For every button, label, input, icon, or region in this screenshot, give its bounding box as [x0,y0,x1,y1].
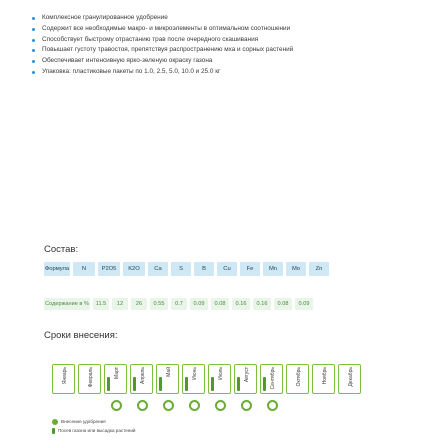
application-dot [137,400,148,411]
composition-value-cell: 0.7 [171,298,187,310]
composition-header-cell: Mn [263,262,283,276]
application-dot [189,400,200,411]
application-dot [111,400,122,411]
month-may: Май [156,364,179,394]
composition-value-cell: 0.09 [190,298,208,310]
legend-item: Внесение удобрения [52,418,135,425]
composition-heading: Состав: [44,244,79,255]
composition-value-row [44,298,313,310]
composition-header-cell: Zn [309,262,329,276]
legend-item: Посев газона или высадка растений [52,427,135,434]
composition-header-cell: Mo [286,262,306,276]
month-february: Февраль [78,364,101,394]
month-march: Март [104,364,127,394]
month-november: Ноябрь [312,364,335,394]
application-dot-icon [52,419,58,425]
month-september: Сентябрь [260,364,283,394]
composition-value-cell: 0.09 [295,298,313,310]
composition-header-cell: Ca [148,262,168,276]
composition-header-cell: S [171,262,191,276]
application-dot [267,400,278,411]
month-december: Декабрь [338,364,361,394]
sowing-marker [237,377,240,391]
composition-value-cell: 0.08 [211,298,229,310]
sowing-marker [211,377,214,391]
application-heading: Сроки внесения: [44,330,118,341]
feature-item: Обеспечивает интенсивную ярко-зеленую окраску газона [30,57,420,66]
sowing-marker [107,377,110,391]
sowing-leaf-icon [52,428,55,434]
feature-list [30,14,420,79]
sowing-marker [133,377,136,391]
composition-value-cell: 0.16 [253,298,271,310]
month-july: Июль [208,364,231,394]
composition-header-cell: P2O5 [98,262,120,276]
composition-value-cell: 11.5 [93,298,109,310]
composition-header-cell: K2O [123,262,145,276]
composition-header-cell: Fe [240,262,260,276]
composition-value-cell: 26 [131,298,147,310]
application-dot [163,400,174,411]
composition-header-cell: B [194,262,214,276]
month-april: Апрель [130,364,153,394]
composition-value-cell: 0.55 [150,298,168,310]
feature-item: Упаковка: пластиковые пакеты по 1.0, 2.5, 5.0, 10.0 и 25.0 кг [30,68,420,77]
composition-header-cell: Формула [44,262,70,276]
feature-item: Повышает густоту травостоя, препятствуя распространению мха и сорных растений [30,46,420,55]
sowing-marker [185,377,188,391]
sowing-marker [159,377,162,391]
application-dot [241,400,252,411]
application-dot [215,400,226,411]
month-october: Октябрь [286,364,309,394]
legend [52,418,135,436]
composition-value-cell: 12 [112,298,128,310]
month-june: Июнь [182,364,205,394]
sowing-marker [263,377,266,391]
feature-item: Содержит все необходимые макро- и микроэлементы в оптимальном соотношении [30,25,420,34]
feature-item: Способствует быстрому отрастанию трав после очередного скашивания [30,36,420,45]
month-january: Январь [52,364,75,394]
composition-value-cell: 0.08 [274,298,292,310]
composition-header-cell: N [73,262,95,276]
composition-value-cell: 0.16 [232,298,250,310]
composition-row-label: Содержание в % [44,298,90,310]
composition-header-row [44,262,329,276]
composition-header-cell: Cu [217,262,237,276]
feature-item: Комплексное гранулированное удобрение [30,14,420,23]
month-august: Август [234,364,257,394]
